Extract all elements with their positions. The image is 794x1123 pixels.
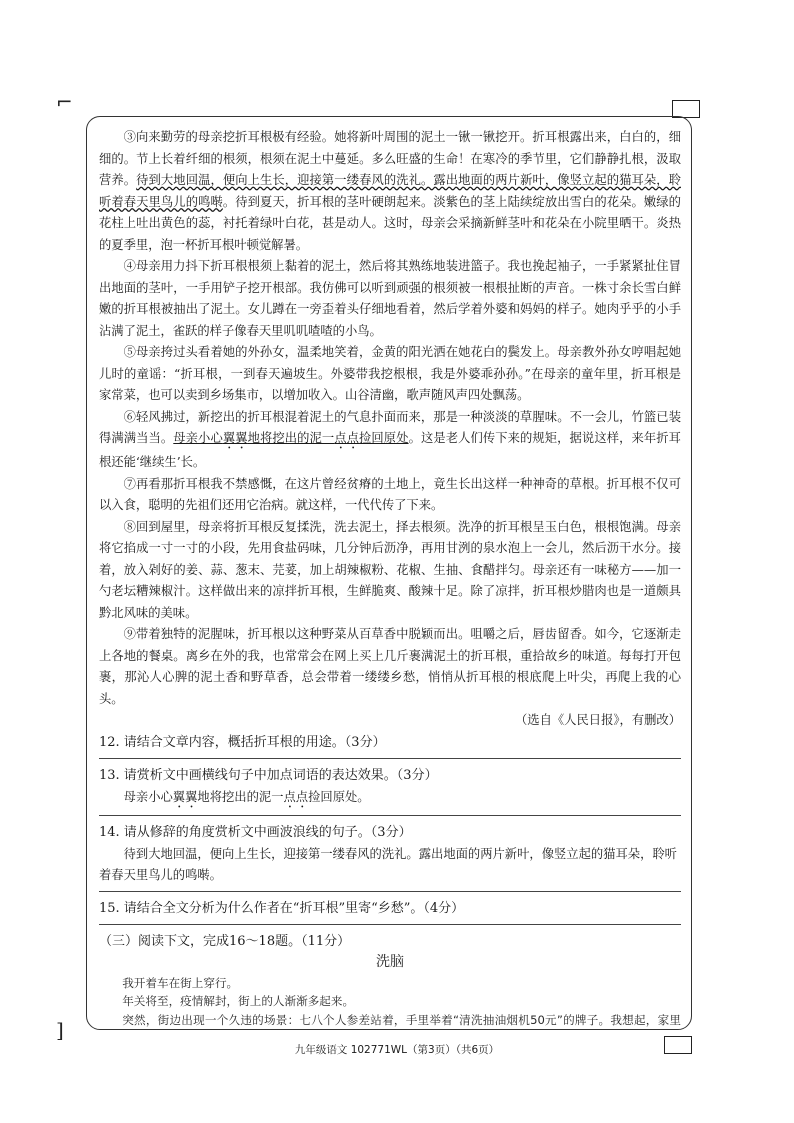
- story-paragraph: 年关将至，疫情解封，街上的人渐渐多起来。: [122, 994, 355, 1009]
- question-14: 14. 请从修辞的角度赏析文中画波浪线的句子。（3分）: [99, 824, 412, 840]
- paragraph-8: ⑧回到屋里，母亲将折耳根反复揉洗，洗去泥土，择去根须。洗净的折耳根呈玉白色，根根饱满。母亲将它掐成一寸一寸的小段，先用食盐码味，几分钟后沥净，再用甘洌的泉水泡上一会儿，然后沥干水分。接着，放入剁好的姜、蒜、葱末、芫荽，加上胡辣椒粉、花椒、生抽、食醋拌匀。母亲还有一味秘方——加一勺老坛糟辣椒汁。这样做出来的凉拌折耳根，生鲜脆爽、酸辣十足。除了凉拌，折耳根炒腊肉也是一道颇具黔北风味的美味。: [99, 519, 681, 620]
- paragraph-9: ⑨带着独特的泥腥味，折耳根以这种野菜从百草香中脱颖而出。咀嚼之后，唇齿留香。如今，它逐渐走上各地的餐桌。离乡在外的我，也常常会在网上买上几斤裹满泥土的折耳根，重拾故乡的味道。每每打开包裹，那沁人心脾的泥土香和野草香，总会带着一缕缕乡愁，悄悄从折耳根的根底爬上叶尖，再爬上我的心头。: [99, 627, 681, 706]
- answer-line-12[interactable]: [99, 757, 681, 759]
- paragraph-3: ③向来勤劳的母亲挖折耳根极有经验。她将新叶周围的泥土一锹一锹挖开。折耳根露出来，白白的，细细的。节上长着纤细的根须，根须在泥土中蔓延。多么旺盛的生命！在寒冷的季节里，它们静静扎根，汲取营养。待到大地回温，便向上生长，迎接第一缕春风的洗礼。露出地面的两片新叶，像竖立起的猫耳朵，聆听着春天里鸟儿的鸣啭。待到夏天，折耳根的茎叶硬朗起来。淡紫色的茎上陆续绽放出雪白的花朵。嫩绿的花柱上吐出黄色的蕊，衬托着绿叶白花，甚是动人。这时，母亲会采摘新鲜茎叶和花朵在小院里晒干。炎热的夏季里，泡一杯折耳根叶顿觉解暑。: [99, 130, 681, 252]
- answer-line-14[interactable]: [99, 890, 681, 892]
- page-footer: 九年级语文 102771WL（第3页）（共6页）: [294, 1044, 500, 1056]
- story-paragraph: 我开着车在街上穿行。: [122, 975, 239, 990]
- paragraph-7: ⑦再看那折耳根我不禁感慨，在这片曾经贫瘠的土地上，竟生长出这样一种神奇的草根。折耳根不仅可以入食，聪明的先祖们还用它治病。就这样，一代代传了下来。: [99, 476, 681, 512]
- answer-line-13[interactable]: [99, 814, 681, 816]
- binding-mark-top: ⌐: [56, 90, 73, 114]
- question-15: 15. 请结合全文分析为什么作者在“折耳根”里寄“乡愁”。（4分）: [99, 900, 465, 916]
- question-12: 12. 请结合文章内容，概括折耳根的用途。（3分）: [99, 734, 386, 750]
- binding-mark-bottom: ]: [56, 1018, 64, 1042]
- question-13: 13. 请赏析文中画横线句子中加点词语的表达效果。（3分）: [99, 767, 438, 783]
- paragraph-6: ⑥轻风拂过，新挖出的折耳根混着泥土的气息扑面而来，那是一种淡淡的草腥味。不一会儿，竹篮已装得满满当当。母亲小心翼翼地将挖出的泥一点点捡回原处。这是老人们传下来的规矩，据说这样，来年折耳根还能‘继续生’长。: [99, 409, 681, 469]
- underlined-sentence: 母亲小心翼翼地将挖出的泥一点点捡回原处: [173, 431, 409, 445]
- answer-line-15[interactable]: [99, 923, 681, 925]
- question-13-quote: 母亲小心翼翼地将挖出的泥一点点捡回原处。: [123, 789, 370, 804]
- page-content-frame: [86, 116, 692, 1030]
- question-14-quote: 待到大地回温，便向上生长，迎接第一缕春风的洗礼。露出地面的两片新叶，像竖立起的猫耳朵，聆听着春天里鸟儿的鸣啭。: [99, 846, 677, 882]
- wavy-underlined-sentence: 待到大地回温，便向上生长，迎接第一缕春风的洗礼。露出地面的两片新叶，像竖立起的猫耳朵，聆听着春天里鸟儿的鸣啭: [99, 173, 681, 209]
- story-title: 洗脑: [376, 954, 404, 970]
- source-citation: （选自《人民日报》，有删改）: [514, 713, 681, 727]
- paragraph-4: ④母亲用力抖下折耳根根须上黏着的泥土，然后将其熟练地装进篮子。我也挽起袖子，一手紧紧扯住冒出地面的茎叶，一手用铲子挖开根部。我仿佛可以听到顽强的根须被一根根扯断的声音。一株寸余长雪白鲜嫩的折耳根被抽出了泥土。女儿蹲在一旁歪着头仔细地看着，然后学着外婆和妈妈的样子。她肉乎乎的小手沾满了泥土，雀跃的样子像春天里叽叽喳喳的小鸟。: [99, 259, 681, 338]
- story-paragraph: 突然，街边出现一个久违的场景：七八个人参差站着，手里举着“清洗抽油烟机50元”的牌子。我想起，家里: [122, 1013, 681, 1028]
- story-body: [99, 974, 681, 1031]
- paragraph-5: ⑤母亲挎过头看着她的外孙女，温柔地笑着，金黄的阳光洒在她花白的鬓发上。母亲教外孙女哼唱起她儿时的童谣：“折耳根，一到春天遍坡生。外婆带我挖根根，我是外婆乖孙孙。”在母亲的童年里，折耳根是家常菜，也可以卖到乡场集市，以增加收入。山谷清幽，歌声随风声四处飘荡。: [99, 345, 681, 402]
- section-3-heading: （三）阅读下文，完成16～18题。（11分）: [99, 933, 351, 949]
